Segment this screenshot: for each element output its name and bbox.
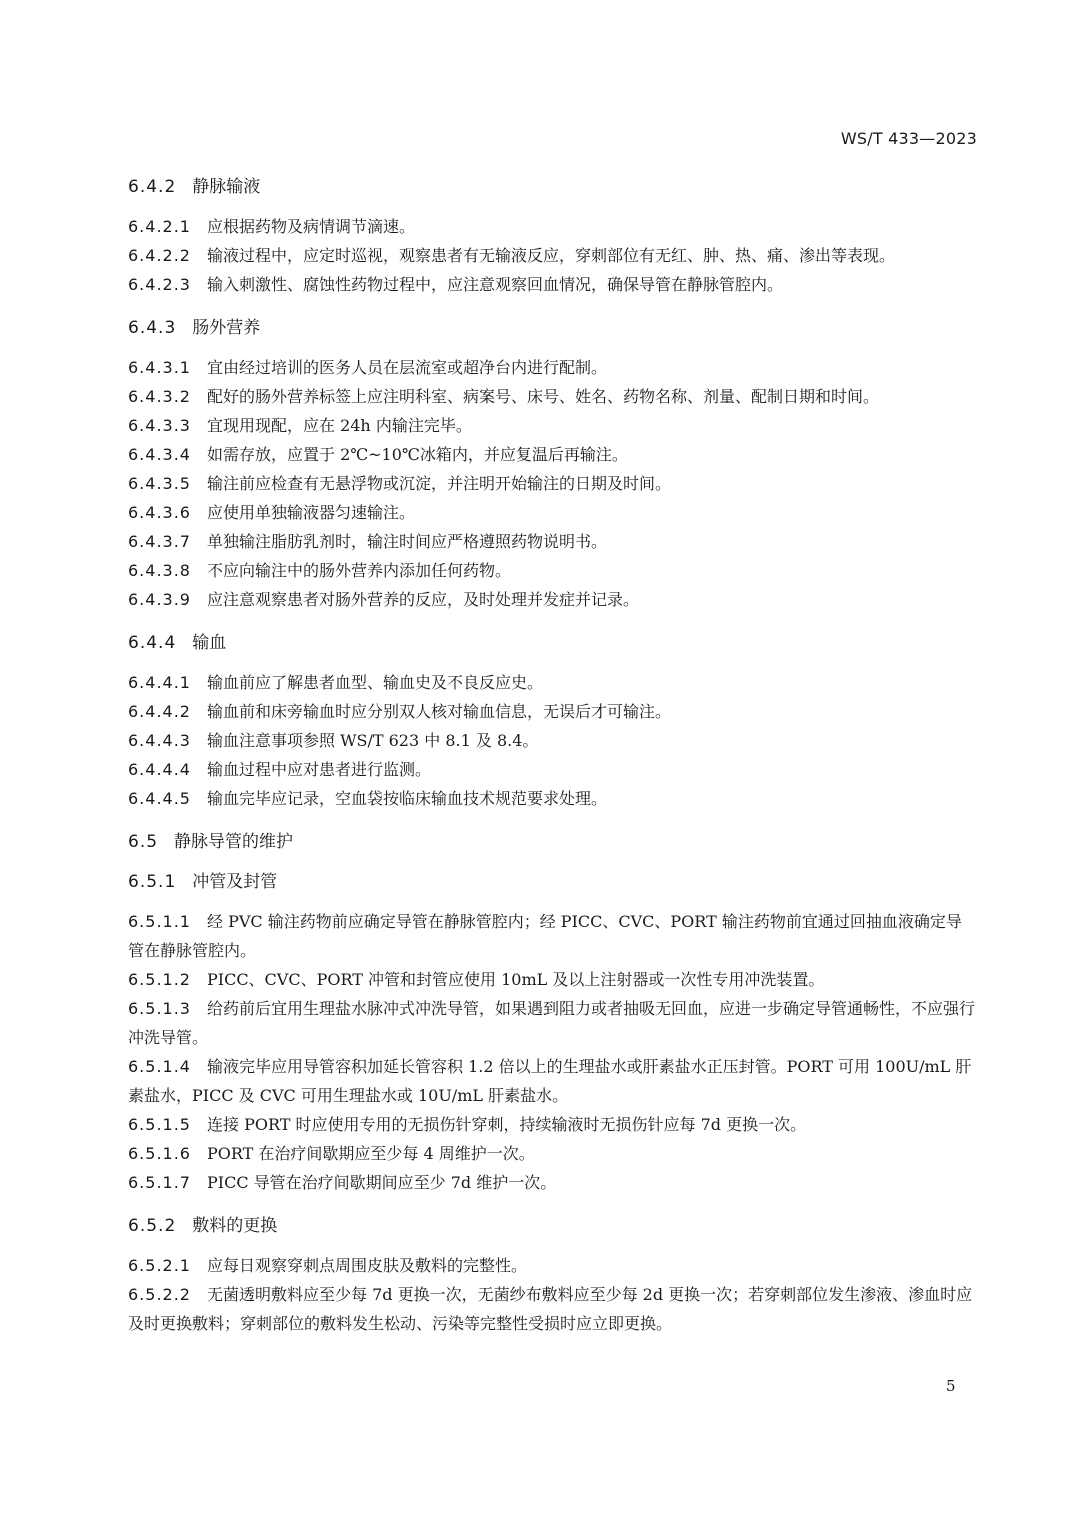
clause-6-4-4-2 bbox=[128, 697, 976, 726]
clause-number: 6.5.1.2 bbox=[128, 970, 191, 989]
section-number: 6.5.2 bbox=[128, 1216, 177, 1236]
section-number: 6.4.2 bbox=[128, 177, 177, 197]
clause-6-4-2-3 bbox=[128, 270, 976, 299]
clause-text: 应使用单独输液器匀速输注。 bbox=[206, 503, 415, 522]
clause-6-4-4-3 bbox=[128, 726, 976, 755]
clause-text: 输血完毕应记录，空血袋按临床输血技术规范要求处理。 bbox=[206, 789, 607, 808]
section-title: 肠外营养 bbox=[192, 318, 261, 338]
page-number: 5 bbox=[946, 1377, 956, 1395]
clause-number: 6.4.3.6 bbox=[128, 503, 191, 522]
section-title: 敷料的更换 bbox=[192, 1216, 278, 1236]
clause-number: 6.4.4.3 bbox=[128, 731, 191, 750]
clause-text: 连接 PORT 时应使用专用的无损伤针穿刺，持续输液时无损伤针应每 7d 更换一次。 bbox=[206, 1115, 807, 1134]
document-body bbox=[128, 172, 976, 1338]
section-title: 冲管及封管 bbox=[192, 872, 278, 892]
section-title: 静脉导管的维护 bbox=[174, 832, 294, 852]
clause-6-5-1-7 bbox=[128, 1168, 976, 1197]
clause-number: 6.5.2.1 bbox=[128, 1256, 191, 1275]
heading-6-5-1 bbox=[128, 867, 976, 897]
clause-text: 输注前应检查有无悬浮物或沉淀，并注明开始输注的日期及时间。 bbox=[206, 474, 671, 493]
clause-6-4-4-5 bbox=[128, 784, 976, 813]
clause-number: 6.4.4.2 bbox=[128, 702, 191, 721]
clause-text: 输液过程中，应定时巡视，观察患者有无输液反应，穿刺部位有无红、肿、热、痛、渗出等表现。 bbox=[206, 246, 895, 265]
clause-text: 配好的肠外营养标签上应注明科室、病案号、床号、姓名、药物名称、剂量、配制日期和时间。 bbox=[206, 387, 879, 406]
clause-number: 6.4.3.1 bbox=[128, 358, 191, 377]
clause-number: 6.5.1.4 bbox=[128, 1057, 191, 1076]
section-number: 6.5.1 bbox=[128, 872, 177, 892]
clause-number: 6.4.4.1 bbox=[128, 673, 191, 692]
clause-number: 6.5.1.6 bbox=[128, 1144, 191, 1163]
clause-text: 输液完毕应用导管容积加延长管容积 1.2 倍以上的生理盐水或肝素盐水正压封管。PORT 可用 100U/mL 肝素盐水，PICC 及 CVC 可用生理盐水或 10U/mL 肝素盐水。 bbox=[128, 1057, 972, 1105]
clause-6-5-1-5 bbox=[128, 1110, 976, 1139]
section-number: 6.4.4 bbox=[128, 633, 177, 653]
clause-number: 6.4.2.3 bbox=[128, 275, 191, 294]
heading-6-5-2 bbox=[128, 1211, 976, 1241]
clause-6-5-2-2 bbox=[128, 1280, 976, 1338]
clause-number: 6.5.1.3 bbox=[128, 999, 191, 1018]
clause-text: 应根据药物及病情调节滴速。 bbox=[206, 217, 415, 236]
clause-6-4-3-8 bbox=[128, 556, 976, 585]
clause-text: 如需存放，应置于 2℃~10℃冰箱内，并应复温后再输注。 bbox=[206, 445, 628, 464]
clause-text: 无菌透明敷料应至少每 7d 更换一次，无菌纱布敷料应至少每 2d 更换一次；若穿刺部位发生渗液、渗血时应及时更换敷料；穿刺部位的敷料发生松动、污染等完整性受损时应立即更换。 bbox=[128, 1285, 973, 1333]
heading-6-4-2 bbox=[128, 172, 976, 202]
clause-6-5-2-1 bbox=[128, 1251, 976, 1280]
section-title: 输血 bbox=[192, 633, 227, 653]
clause-6-4-3-9 bbox=[128, 585, 976, 614]
clause-text: 输入刺激性、腐蚀性药物过程中，应注意观察回血情况，确保导管在静脉管腔内。 bbox=[206, 275, 783, 294]
clause-text: 经 PVC 输注药物前应确定导管在静脉管腔内；经 PICC、CVC、PORT 输注药物前宜通过回抽血液确定导管在静脉管腔内。 bbox=[128, 912, 962, 960]
clause-6-4-3-7 bbox=[128, 527, 976, 556]
section-number: 6.5 bbox=[128, 832, 159, 852]
clause-6-4-2-1 bbox=[128, 212, 976, 241]
clause-6-5-1-1 bbox=[128, 907, 976, 965]
clause-number: 6.4.4.5 bbox=[128, 789, 191, 808]
clause-text: 输血注意事项参照 WS/T 623 中 8.1 及 8.4。 bbox=[206, 731, 539, 750]
clause-6-5-1-3 bbox=[128, 994, 976, 1052]
clause-text: 给药前后宜用生理盐水脉冲式冲洗导管，如果遇到阻力或者抽吸无回血，应进一步确定导管通畅性，不应强行冲洗导管。 bbox=[128, 999, 975, 1047]
clause-number: 6.5.1.1 bbox=[128, 912, 191, 931]
clause-6-4-3-4 bbox=[128, 440, 976, 469]
heading-6-5 bbox=[128, 827, 976, 857]
clause-text: 输血过程中应对患者进行监测。 bbox=[206, 760, 431, 779]
clause-number: 6.4.3.9 bbox=[128, 590, 191, 609]
clause-6-4-2-2 bbox=[128, 241, 976, 270]
clause-text: 宜现用现配，应在 24h 内输注完毕。 bbox=[206, 416, 472, 435]
section-number: 6.4.3 bbox=[128, 318, 177, 338]
clause-number: 6.4.3.3 bbox=[128, 416, 191, 435]
clause-number: 6.4.3.2 bbox=[128, 387, 191, 406]
clause-6-4-3-6 bbox=[128, 498, 976, 527]
heading-6-4-4 bbox=[128, 628, 976, 658]
clause-text: PICC、CVC、PORT 冲管和封管应使用 10mL 及以上注射器或一次性专用冲洗装置。 bbox=[206, 970, 825, 989]
clause-number: 6.5.1.7 bbox=[128, 1173, 191, 1192]
clause-text: PICC 导管在治疗间歇期间应至少 7d 维护一次。 bbox=[206, 1173, 557, 1192]
clause-number: 6.4.2.2 bbox=[128, 246, 191, 265]
heading-6-4-3 bbox=[128, 313, 976, 343]
clause-text: PORT 在治疗间歇期应至少每 4 周维护一次。 bbox=[206, 1144, 535, 1163]
clause-number: 6.4.3.5 bbox=[128, 474, 191, 493]
clause-6-4-3-1 bbox=[128, 353, 976, 382]
clause-number: 6.4.3.4 bbox=[128, 445, 191, 464]
clause-6-5-1-2 bbox=[128, 965, 976, 994]
clause-6-5-1-6 bbox=[128, 1139, 976, 1168]
clause-6-4-3-3 bbox=[128, 411, 976, 440]
clause-6-4-3-5 bbox=[128, 469, 976, 498]
clause-text: 宜由经过培训的医务人员在层流室或超净台内进行配制。 bbox=[206, 358, 607, 377]
clause-6-5-1-4 bbox=[128, 1052, 976, 1110]
clause-6-4-4-4 bbox=[128, 755, 976, 784]
clause-number: 6.4.2.1 bbox=[128, 217, 191, 236]
clause-number: 6.5.2.2 bbox=[128, 1285, 191, 1304]
clause-text: 单独输注脂肪乳剂时，输注时间应严格遵照药物说明书。 bbox=[206, 532, 607, 551]
clause-text: 应每日观察穿刺点周围皮肤及敷料的完整性。 bbox=[206, 1256, 527, 1275]
clause-text: 应注意观察患者对肠外营养的反应，及时处理并发症并记录。 bbox=[206, 590, 639, 609]
clause-text: 输血前和床旁输血时应分别双人核对输血信息，无误后才可输注。 bbox=[206, 702, 671, 721]
clause-text: 不应向输注中的肠外营养内添加任何药物。 bbox=[206, 561, 511, 580]
section-title: 静脉输液 bbox=[192, 177, 261, 197]
clause-text: 输血前应了解患者血型、输血史及不良反应史。 bbox=[206, 673, 543, 692]
clause-number: 6.4.3.7 bbox=[128, 532, 191, 551]
clause-number: 6.4.4.4 bbox=[128, 760, 191, 779]
clause-6-4-3-2 bbox=[128, 382, 976, 411]
document-id-header: WS/T 433—2023 bbox=[840, 129, 977, 148]
clause-6-4-4-1 bbox=[128, 668, 976, 697]
clause-number: 6.5.1.5 bbox=[128, 1115, 191, 1134]
clause-number: 6.4.3.8 bbox=[128, 561, 191, 580]
